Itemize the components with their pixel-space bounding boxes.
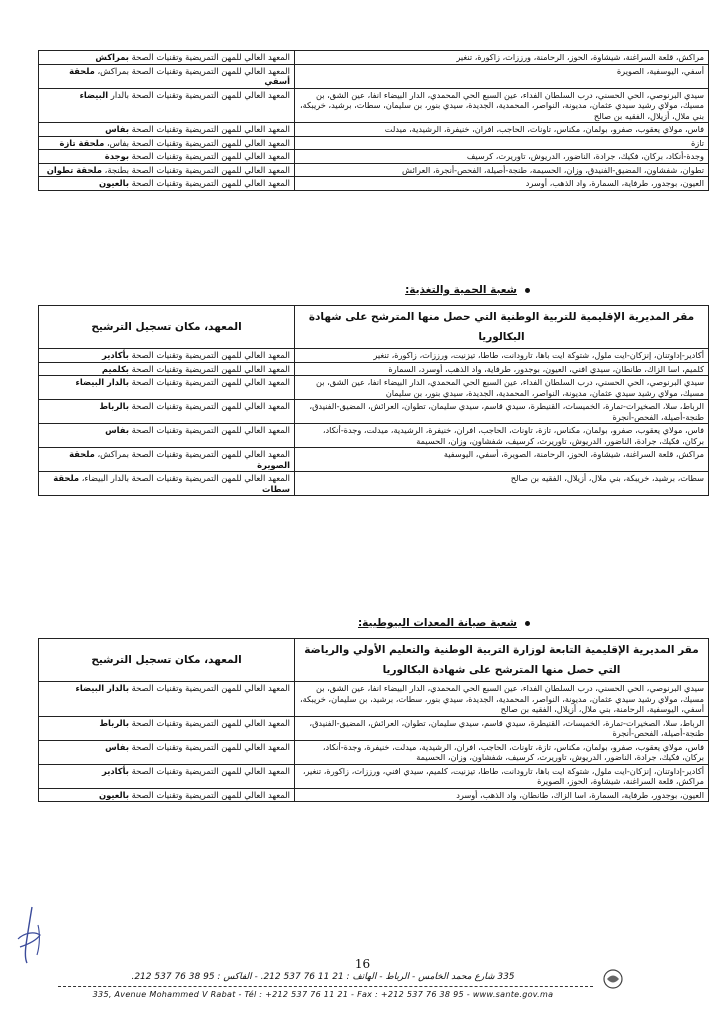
table-row: [39, 424, 709, 448]
institute-city: بالدار البيضاء: [75, 377, 129, 387]
institute-city: بكلميم: [101, 363, 129, 374]
table-header-row: [39, 639, 709, 682]
institute-cell: [39, 472, 295, 496]
table-2: [38, 305, 709, 496]
table-row: [39, 472, 709, 496]
institute-name: المعهد العالي للمهن التمريضية وتقنيات الصحة: [131, 789, 290, 800]
institute-city: بوجدة: [104, 151, 129, 161]
institute-cell: [39, 788, 295, 802]
directorate-cell: فاس، مولاي يعقوب، صفرو، بولمان، مكناس، تازة، تاونات، الحاجب، افران، خنيفرة، الرشيدية، ميدلت، وجدة-أنكاد، بركان، فكيك، جرادة، الناضور، الدريوش، تاوريرت، كرسيف، شفشاون، وزان، الحسيمة: [295, 424, 709, 448]
table-row: [39, 764, 709, 788]
table-row: [39, 163, 709, 177]
directorate-cell: العيون، بوجدور، طرفاية، السمارة، واد الذهب، أوسرد: [295, 177, 709, 191]
header-institute: المعهد، مكان تسجيل الترشيح: [39, 306, 295, 349]
table-row: [39, 448, 709, 472]
table-row: [39, 349, 709, 363]
table-row: [39, 123, 709, 137]
institute-name: المعهد العالي للمهن التمريضية وتقنيات الصحة: [131, 350, 290, 360]
institute-city: البيضاء: [79, 89, 109, 100]
institute-name: المعهد العالي للمهن التمريضية وتقنيات الصحة: [131, 717, 290, 728]
institute-name: المعهد العالي للمهن التمريضية وتقنيات الصحة: [131, 741, 290, 752]
institute-name: المعهد العالي للمهن التمريضية وتقنيات الصحة: [131, 377, 290, 387]
table-row: [39, 682, 709, 717]
directorate-cell: العيون، بوجدور، طرفاية، السمارة، اسا الزاك، طانطان، واد الذهب، أوسرد: [295, 788, 709, 802]
institute-city: بالعيون: [98, 178, 129, 188]
directorate-cell: فاس، مولاي يعقوب، صفرو، بولمان، مكناس، تازة، تاونات، الحاجب، افران، الرشيدية، ميدلت، خنيفرة، وجدة-أنكاد، بركان، فكيك، جرادة، الناضور، الدريوش، تاوريرت، كرسيف، شفشاون، وزان، الحسيمة: [295, 740, 709, 764]
institute-city: بفاس: [105, 425, 129, 435]
page-number: 16: [354, 957, 371, 971]
directorate-cell: سيدي البرنوصي، الحي الحسني، درب السلطان الفداء، عين السبع الحي المحمدي، الدار البيضاء انفا، عين الشق، بن مسيك، مولاي رشيد سيدي عثمان، مديونة، النواصر، المحمدية، الجديدة، سيدي بنور، سطات، برشيد، بن سليمان، خريبكة، أسفي، اليوسفية، الرحامنة، بني ملال، أزيلال، الفقيه بن صالح: [295, 682, 709, 717]
institute-name: المعهد العالي للمهن التمريضية وتقنيات الصحة بفاس،: [106, 137, 290, 148]
bullet-icon: [525, 621, 530, 626]
institute-city: بمراكش: [95, 52, 129, 62]
table-row: [39, 177, 709, 191]
section-title-biomedical: [358, 617, 530, 629]
institute-city: بفاس: [105, 741, 129, 752]
directorate-cell: الرباط، سلا، الصخيرات-تمارة، الخميسات، القنيطرة، سيدي قاسم، سيدي سليمان، تطوان، العرائش، المضيق-الفنيدق، طنجة-أصيلة، الفحص-أنجرة: [295, 716, 709, 740]
table-1: [38, 50, 709, 191]
institute-city: ملحقة أسفي: [69, 65, 290, 86]
institute-name: المعهد العالي للمهن التمريضية وتقنيات الصحة: [131, 765, 290, 776]
table-row: [39, 51, 709, 65]
institute-city: ملحقة تطوان: [46, 164, 102, 175]
institute-cell: [39, 51, 295, 65]
institute-name: المعهد العالي للمهن التمريضية وتقنيات الصحة: [131, 363, 290, 374]
directorate-cell: مراكش، قلعة السراغنة، شيشاوة، الحوز، الرحامنة، الصويرة، أسفي، اليوسفية: [295, 448, 709, 472]
institute-name: المعهد العالي للمهن التمريضية وتقنيات الصحة: [131, 683, 290, 693]
table-row: [39, 788, 709, 802]
footer-address-arabic: 335 شارع محمد الخامس - الرباط - الهاتف : 21 11 76 537 212. - الفاكس : 95 38 76 537 212.: [131, 972, 515, 982]
institute-city: ملحقة الصويرة: [69, 449, 290, 470]
institute-city: بأكادير: [102, 765, 129, 776]
institute-name: المعهد العالي للمهن التمريضية وتقنيات الصحة: [131, 401, 290, 411]
institute-name: المعهد العالي للمهن التمريضية وتقنيات الصحة بالدار: [110, 89, 290, 100]
institute-name: المعهد العالي للمهن التمريضية وتقنيات الصحة بمراكش،: [97, 65, 290, 76]
directorate-cell: مراكش، قلعة السراغنة، شيشاوة، الحوز، الرحامنة، ورززات، زاكورة، تنغير: [295, 51, 709, 65]
directorate-cell: أسفي، اليوسفية، الصويرة: [295, 64, 709, 88]
directorate-cell: كلميم، اسا الزاك، طانطان، سيدي افني، العيون، بوجدور، طرفاية، واد الذهب، أوسرد، السمارة: [295, 362, 709, 376]
institute-city: بالعيون: [98, 789, 129, 800]
institute-cell: [39, 349, 295, 363]
institute-city: بالدار البيضاء: [75, 683, 129, 693]
institute-cell: [39, 362, 295, 376]
directorate-cell: وجدة-أنكاد، بركان، فكيك، جرادة، الناضور، الدريوش، تاوريرت، كرسيف: [295, 150, 709, 164]
institute-city: بفاس: [105, 124, 129, 134]
table-3: [38, 638, 709, 802]
directorate-cell: فاس، مولاي يعقوب، صفرو، بولمان، مكناس، تاونات، الحاجب، افران، خنيفرة، الرشيدية، ميدلت: [295, 123, 709, 137]
institute-cell: [39, 163, 295, 177]
institute-cell: [39, 424, 295, 448]
institute-city: بالرباط: [99, 401, 129, 411]
institute-city: ملحقة سطات: [53, 473, 290, 494]
institute-name: المعهد العالي للمهن التمريضية وتقنيات الصحة بالدار البيضاء،: [81, 473, 290, 483]
table-row: [39, 136, 709, 150]
directorate-cell: أكادير-إداوتنان، إنزكان-ايت ملول، شتوكة ايت باها، تارودانت، طاطا، تيزنيت، كلميم، سيدي افني، ورززات، زاكورة، تنغير، مراكش، قلعة السراغنة، شيشاوة، الحوز، الصويرة: [295, 764, 709, 788]
ministry-logo-icon: [598, 968, 628, 990]
section-heading: شعبة الحمية والتغذية:: [405, 284, 517, 296]
institute-cell: [39, 136, 295, 150]
section-title-diet: [405, 284, 530, 296]
institute-name: المعهد العالي للمهن التمريضية وتقنيات الصحة: [131, 425, 290, 435]
institute-city: بالرباط: [99, 717, 129, 728]
institute-name: المعهد العالي للمهن التمريضية وتقنيات الصحة: [131, 124, 290, 134]
bullet-icon: [525, 288, 530, 293]
table-row: [39, 400, 709, 424]
directorate-cell: تطوان، شفشاون، المضيق-الفنيدق، وزان، الحسيمة، طنجة-أصيلة، الفحص-أنجرة، العرائش: [295, 163, 709, 177]
institute-city: بأكادير: [102, 350, 129, 360]
institute-name: المعهد العالي للمهن التمريضية وتقنيات الصحة: [131, 151, 290, 161]
directorate-cell: سيدي البرنوصي، الحي الحسني، درب السلطان الفداء، عين السبع الحي المحمدي، الدار البيضاء انفا، عين الشق، بن مسيك، مولاي رشيد سيدي عثمان، مديونة، النواصر، المحمدية، الجديدة، سيدي بنور، بن سليمان: [295, 376, 709, 400]
header-institute: المعهد، مكان تسجيل الترشيح: [39, 639, 295, 682]
table-row: [39, 376, 709, 400]
table-row: [39, 88, 709, 123]
institute-cell: [39, 376, 295, 400]
institute-cell: [39, 716, 295, 740]
directorate-cell: تازة: [295, 136, 709, 150]
institute-cell: [39, 740, 295, 764]
footer-divider: [58, 986, 593, 987]
institute-cell: [39, 682, 295, 717]
section-heading: شعبة صيانة المعدات البيوطبية:: [357, 617, 517, 629]
directorate-cell: أكادير-إداوتنان، إنزكان-ايت ملول، شتوكة ايت باها، تارودانت، طاطا، تيزنيت، ورززات، زاكورة، تنغير: [295, 349, 709, 363]
table-row: [39, 740, 709, 764]
table-row: [39, 150, 709, 164]
institute-cell: [39, 764, 295, 788]
directorate-cell: سطات، برشيد، خريبكة، بني ملال، أزيلال، الفقيه بن صالح: [295, 472, 709, 496]
institute-cell: [39, 448, 295, 472]
table-row: [39, 716, 709, 740]
header-directorate: مقر المديرية الإقليمية للتربية الوطنية التي حصل منها المترشح على شهادة البكالوريا: [295, 306, 709, 349]
directorate-cell: سيدي البرنوصي، الحي الحسني، درب السلطان الفداء، عين السبع الحي المحمدي، الدار البيضاء انفا، عين الشق، بن مسيك، مولاي رشيد سيدي عثمان، مديونة، النواصر، المحمدية، الجديدة، سيدي بنور، بن سليمان، سطات، برشيد، خريبكة، بني ملال، أزيلال، الفقيه بن صالح: [295, 88, 709, 123]
institute-name: المعهد العالي للمهن التمريضية وتقنيات الصحة: [131, 178, 290, 188]
institute-cell: [39, 123, 295, 137]
header-directorate: مقر المديرية الإقليمية التابعة لوزارة التربية الوطنية والتعليم الأولي والرياضة التي حصل منها المترشح على شهادة البكالوريا: [295, 639, 709, 682]
institute-name: المعهد العالي للمهن التمريضية وتقنيات الصحة بطنجة،: [104, 164, 290, 175]
footer-address-latin: 335, Avenue Mohammed V Rabat - Tél : +212 537 76 11 21 - Fax : +212 537 76 38 95 - www.sante.gov.ma: [92, 990, 554, 999]
directorate-cell: الرباط، سلا، الصخيرات-تمارة، الخميسات، القنيطرة، سيدي قاسم، سيدي سليمان، تطوان، العرائش، المضيق-الفنيدق، طنجة-أصيلة، الفحص-أنجرة: [295, 400, 709, 424]
institute-name: المعهد العالي للمهن التمريضية وتقنيات الصحة: [131, 52, 290, 62]
table-row: [39, 64, 709, 88]
handwritten-signature: [10, 905, 50, 965]
table-row: [39, 362, 709, 376]
institute-cell: [39, 64, 295, 88]
institute-cell: [39, 150, 295, 164]
table-header-row: [39, 306, 709, 349]
institute-name: المعهد العالي للمهن التمريضية وتقنيات الصحة بمراكش،: [97, 449, 290, 459]
institute-cell: [39, 177, 295, 191]
institute-cell: [39, 88, 295, 123]
institute-city: ملحقة تازة: [59, 137, 105, 148]
institute-cell: [39, 400, 295, 424]
